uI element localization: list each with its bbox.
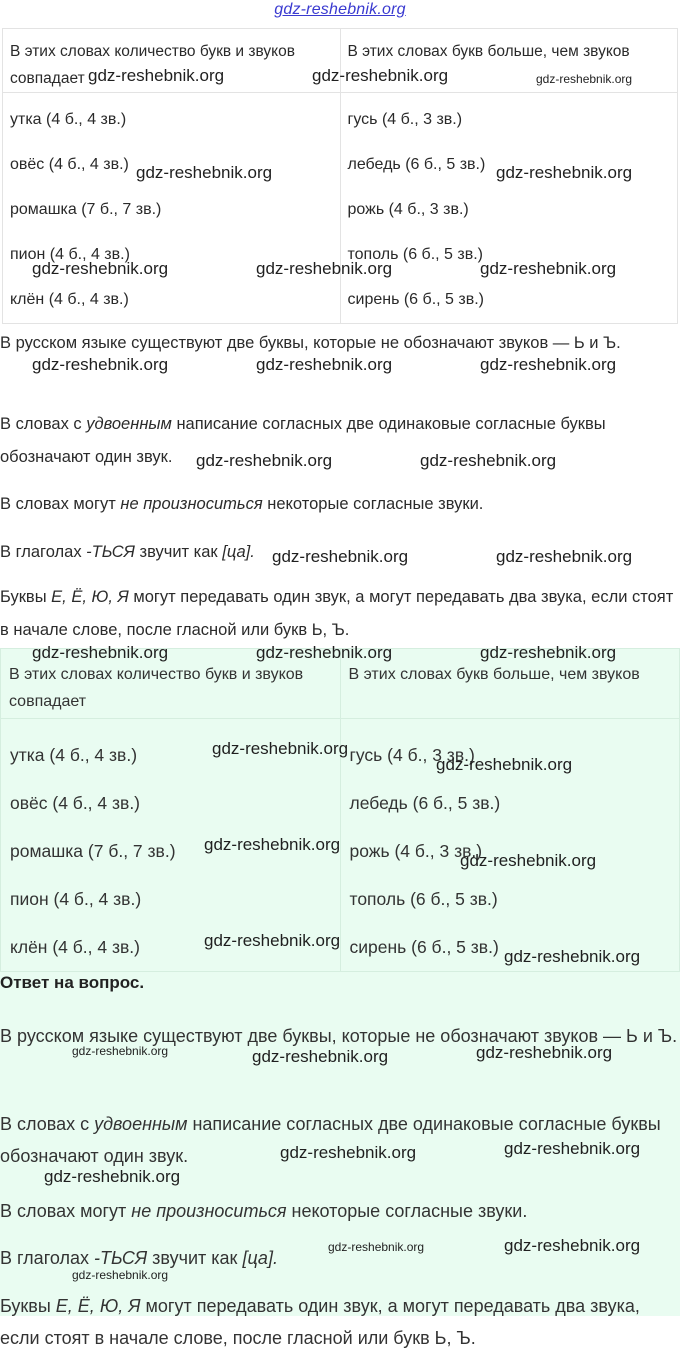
answer-heading: Ответ на вопрос. <box>0 973 145 992</box>
list-item: гусь (4 б., 3 зв.) <box>349 745 475 765</box>
watermark: gdz-reshebnik.org <box>44 1167 181 1186</box>
col1-header: В этих словах количество букв и звуков совпадает <box>3 29 341 93</box>
watermark: gdz-reshebnik.org <box>480 355 617 374</box>
list-item: утка (4 б., 4 зв.) <box>10 111 127 128</box>
list-item: пион (4 б., 4 зв.) <box>10 889 142 909</box>
watermark: gdz-reshebnik.org <box>136 163 273 182</box>
watermark: gdz-reshebnik.org <box>460 851 597 870</box>
paragraph-verbs-tsya: В глаголах -ТЬСЯ звучит как [ца]. <box>0 1248 278 1268</box>
watermark: gdz-reshebnik.org <box>256 643 393 662</box>
watermark: gdz-reshebnik.org <box>496 163 633 182</box>
list-item: сирень (6 б., 5 зв.) <box>347 291 484 308</box>
paragraph-silent-consonants: В словах могут не произноситься некоторые согласные звуки. <box>0 495 484 513</box>
watermark: gdz-reshebnik.org <box>280 1143 417 1162</box>
paragraph-iotated-vowels: Буквы Е, Ё, Ю, Я могут передавать один звук, а могут передавать два звука, если стоят в начале слове, после гласной или букв Ь, Ъ. <box>0 1296 640 1348</box>
paragraph-silent-consonants: В словах могут не произноситься некоторые согласные звуки. <box>0 1201 528 1221</box>
watermark: gdz-reshebnik.org <box>72 1044 169 1058</box>
paragraph-double-consonants: В словах с удвоенным написание согласных две одинаковые согласные буквы обозначают один звук. <box>0 415 606 466</box>
paragraph-verbs-tsya: В глаголах -ТЬСЯ звучит как [ца]. <box>0 543 255 561</box>
watermark: gdz-reshebnik.org <box>88 66 225 85</box>
list-item: овёс (4 б., 4 зв.) <box>10 156 129 173</box>
watermark: gdz-reshebnik.org <box>196 451 333 470</box>
list-item: овёс (4 б., 4 зв.) <box>10 793 141 813</box>
col1-header: В этих словах количество букв и звуков совпадает <box>1 649 341 719</box>
list-item: утка (4 б., 4 зв.) <box>10 745 138 765</box>
watermark: gdz-reshebnik.org <box>212 739 349 758</box>
list-item: лебедь (6 б., 5 зв.) <box>349 793 501 813</box>
list-item: тополь (6 б., 5 зв.) <box>349 889 498 909</box>
list-item: сирень (6 б., 5 зв.) <box>349 937 499 957</box>
list-item: клён (4 б., 4 зв.) <box>10 937 140 957</box>
list-item: пион (4 б., 4 зв.) <box>10 246 130 263</box>
watermark: gdz-reshebnik.org <box>504 947 641 966</box>
watermark: gdz-reshebnik.org <box>480 643 617 662</box>
watermark: gdz-reshebnik.org <box>32 643 169 662</box>
col2-header: В этих словах букв больше, чем звуков <box>340 649 680 719</box>
paragraph-double-consonants: В словах с удвоенным написание согласных две одинаковые согласные буквы обозначают один звук. <box>0 1114 661 1166</box>
watermark: gdz-reshebnik.org <box>504 1139 641 1158</box>
watermark: gdz-reshebnik.org <box>204 835 341 854</box>
col1-cell <box>3 93 341 324</box>
list-item: лебедь (6 б., 5 зв.) <box>347 156 486 173</box>
watermark: gdz-reshebnik.org <box>252 1047 389 1066</box>
list-item: рожь (4 б., 3 зв.) <box>349 841 483 861</box>
paragraph-soft-hard-signs: В русском языке существуют две буквы, которые не обозначают звуков — Ь и Ъ. <box>0 334 621 352</box>
list-item: тополь (6 б., 5 зв.) <box>347 246 483 263</box>
watermark: gdz-reshebnik.org <box>32 355 169 374</box>
watermark: gdz-reshebnik.org <box>328 1240 425 1254</box>
list-item: ромашка (7 б., 7 зв.) <box>10 841 176 861</box>
list-item: ромашка (7 б., 7 зв.) <box>10 201 162 218</box>
watermark: gdz-reshebnik.org <box>256 355 393 374</box>
watermark: gdz-reshebnik.org <box>504 1236 641 1255</box>
site-link[interactable]: gdz-reshebnik.org <box>274 1 406 18</box>
watermark: gdz-reshebnik.org <box>496 547 633 566</box>
letters-sounds-table <box>0 648 680 972</box>
col2-header: В этих словах букв больше, чем звуков <box>340 29 678 93</box>
paragraph-iotated-vowels: Буквы Е, Ё, Ю, Я могут передавать один звук, а могут передавать два звука, если стоят в начале слове, после гласной или букв Ь, Ъ. <box>0 588 674 639</box>
watermark: gdz-reshebnik.org <box>476 1043 613 1062</box>
watermark: gdz-reshebnik.org <box>32 259 169 278</box>
watermark: gdz-reshebnik.org <box>204 931 341 950</box>
watermark: gdz-reshebnik.org <box>480 259 617 278</box>
list-item: рожь (4 б., 3 зв.) <box>347 201 469 218</box>
watermark: gdz-reshebnik.org <box>256 259 393 278</box>
list-item: клён (4 б., 4 зв.) <box>10 291 129 308</box>
watermark: gdz-reshebnik.org <box>436 755 573 774</box>
watermark: gdz-reshebnik.org <box>272 547 409 566</box>
watermark: gdz-reshebnik.org <box>536 72 633 86</box>
paragraph-soft-hard-signs: В русском языке существуют две буквы, которые не обозначают звуков — Ь и Ъ. <box>0 1026 678 1046</box>
list-item: гусь (4 б., 3 зв.) <box>347 111 463 128</box>
watermark: gdz-reshebnik.org <box>420 451 557 470</box>
watermark: gdz-reshebnik.org <box>312 66 449 85</box>
col2-cell <box>340 93 678 324</box>
watermark: gdz-reshebnik.org <box>72 1268 169 1282</box>
